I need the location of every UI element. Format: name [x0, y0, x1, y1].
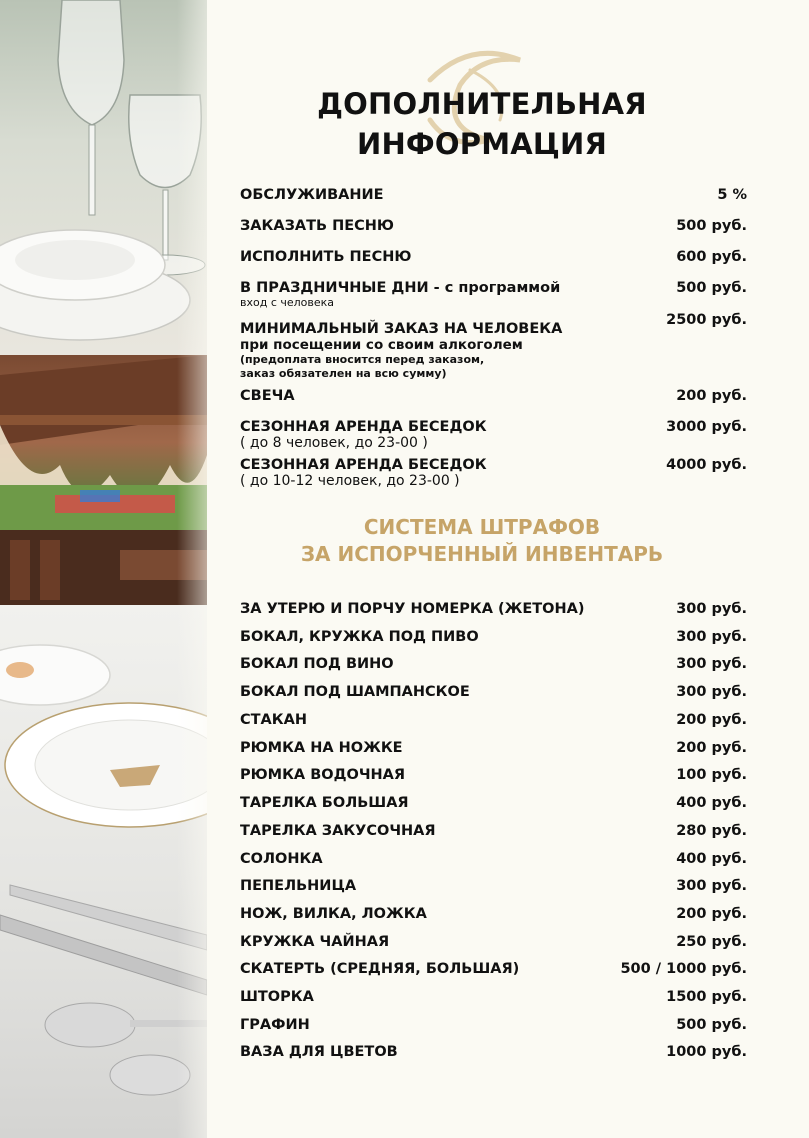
penalty-row — [240, 712, 747, 728]
info-row-price: 2500 руб. — [666, 312, 747, 328]
penalty-row-price: 300 руб. — [676, 656, 747, 672]
penalty-row — [240, 934, 747, 950]
info-row-price: 600 руб. — [676, 249, 747, 265]
penalty-row-name: ЗА УТЕРЮ И ПОРЧУ НОМЕРКА (ЖЕТОНА) — [240, 601, 585, 617]
penalty-row-name: ШТОРКА — [240, 989, 314, 1005]
info-row — [240, 249, 747, 265]
penalty-row — [240, 906, 747, 922]
penalty-row-name: СКАТЕРТЬ (СРЕДНЯЯ, БОЛЬШАЯ) — [240, 961, 520, 977]
penalty-row-price: 280 руб. — [676, 823, 747, 839]
penalty-row-price: 300 руб. — [676, 629, 747, 645]
penalty-row-name: СТАКАН — [240, 712, 307, 728]
photo-collage — [0, 0, 207, 1138]
penalty-row-name: ТАРЕЛКА БОЛЬШАЯ — [240, 795, 409, 811]
info-row-name: МИНИМАЛЬНЫЙ ЗАКАЗ НА ЧЕЛОВЕКА — [240, 321, 563, 337]
penalty-row-name: БОКАЛ ПОД ШАМПАНСКОЕ — [240, 684, 470, 700]
penalty-row-price: 200 руб. — [676, 712, 747, 728]
penalty-row-price: 300 руб. — [676, 601, 747, 617]
info-row-price: 4000 руб. — [666, 457, 747, 473]
penalty-row — [240, 629, 747, 645]
penalty-row-price: 200 руб. — [676, 740, 747, 756]
penalty-row-price: 300 руб. — [676, 684, 747, 700]
page-title-line1: ДОПОЛНИТЕЛЬНАЯ — [317, 87, 647, 121]
info-row — [240, 218, 747, 234]
penalty-row-price: 300 руб. — [676, 878, 747, 894]
penalty-row — [240, 961, 747, 977]
penalty-row-price: 500 руб. — [676, 1017, 747, 1033]
penalty-row — [240, 656, 747, 672]
info-row-price: 3000 руб. — [666, 419, 747, 435]
info-row — [240, 312, 747, 381]
penalty-row — [240, 878, 747, 894]
page-title — [207, 84, 757, 164]
penalty-title-line2: ЗА ИСПОРЧЕННЫЙ ИНВЕНТАРЬ — [300, 542, 664, 566]
penalty-row-name: СОЛОНКА — [240, 851, 323, 867]
penalty-row — [240, 851, 747, 867]
info-row-name: ОБСЛУЖИВАНИЕ — [240, 187, 384, 203]
penalty-row-name: ВАЗА ДЛЯ ЦВЕТОВ — [240, 1044, 398, 1060]
penalty-row-price: 400 руб. — [676, 795, 747, 811]
glassware-photo — [0, 0, 207, 355]
penalty-row — [240, 823, 747, 839]
info-row-price: 5 % — [717, 187, 747, 203]
penalty-row-name: РЮМКА НА НОЖКЕ — [240, 740, 403, 756]
info-row-note-line1: (предоплата вносится перед заказом, — [240, 353, 485, 366]
penalty-row — [240, 767, 747, 783]
info-row-price: 500 руб. — [676, 280, 747, 296]
tableware-photo — [0, 605, 207, 1138]
penalty-row — [240, 795, 747, 811]
info-row-name: ИСПОЛНИТЬ ПЕСНЮ — [240, 249, 412, 265]
penalty-row — [240, 1017, 747, 1033]
info-row-note-line2: заказ обязателен на всю сумму) — [240, 367, 447, 380]
info-row — [240, 388, 747, 404]
info-row-name: ЗАКАЗАТЬ ПЕСНЮ — [240, 218, 394, 234]
penalty-row-price: 1500 руб. — [666, 989, 747, 1005]
penalty-row-name: ТАРЕЛКА ЗАКУСОЧНАЯ — [240, 823, 436, 839]
penalty-row-name: КРУЖКА ЧАЙНАЯ — [240, 934, 390, 950]
info-row — [240, 187, 747, 203]
penalty-row-price: 250 руб. — [676, 934, 747, 950]
penalty-row-price: 200 руб. — [676, 906, 747, 922]
penalty-row — [240, 684, 747, 700]
info-row-note: ( до 8 человек, до 23-00 ) — [240, 435, 428, 451]
penalty-row-name: НОЖ, ВИЛКА, ЛОЖКА — [240, 906, 427, 922]
info-row-price: 500 руб. — [676, 218, 747, 234]
info-row-name: В ПРАЗДНИЧНЫЕ ДНИ - с программой — [240, 280, 561, 296]
info-row-note-bold: при посещении со своим алкоголем — [240, 337, 523, 353]
penalty-row-price: 1000 руб. — [666, 1044, 747, 1060]
penalty-row-name: РЮМКА ВОДОЧНАЯ — [240, 767, 406, 783]
photo-fade — [177, 0, 207, 1138]
penalty-row-name: ГРАФИН — [240, 1017, 310, 1033]
penalty-row — [240, 740, 747, 756]
penalty-row-name: БОКАЛ ПОД ВИНО — [240, 656, 394, 672]
penalty-row — [240, 601, 747, 617]
page-title-line2: ИНФОРМАЦИЯ — [356, 127, 607, 161]
penalty-section-title — [207, 514, 757, 568]
penalty-row-name: БОКАЛ, КРУЖКА ПОД ПИВО — [240, 629, 479, 645]
info-row-price: 200 руб. — [676, 388, 747, 404]
info-row — [240, 419, 747, 451]
penalty-row — [240, 1044, 747, 1060]
info-row-note: ( до 10-12 человек, до 23-00 ) — [240, 473, 460, 489]
penalty-row — [240, 989, 747, 1005]
info-row-name: СЕЗОННАЯ АРЕНДА БЕСЕДОК — [240, 457, 487, 473]
info-row-name: СЕЗОННАЯ АРЕНДА БЕСЕДОК — [240, 419, 487, 435]
penalty-row-price: 100 руб. — [676, 767, 747, 783]
terrace-photo — [0, 355, 207, 605]
info-row — [240, 280, 747, 309]
penalty-row-name: ПЕПЕЛЬНИЦА — [240, 878, 357, 894]
penalty-row-price: 500 / 1000 руб. — [620, 961, 747, 977]
penalty-title-line1: СИСТЕМА ШТРАФОВ — [363, 515, 601, 539]
info-row — [240, 457, 747, 489]
info-row-note: вход с человека — [240, 296, 335, 309]
penalty-row-price: 400 руб. — [676, 851, 747, 867]
info-row-name: СВЕЧА — [240, 388, 295, 404]
